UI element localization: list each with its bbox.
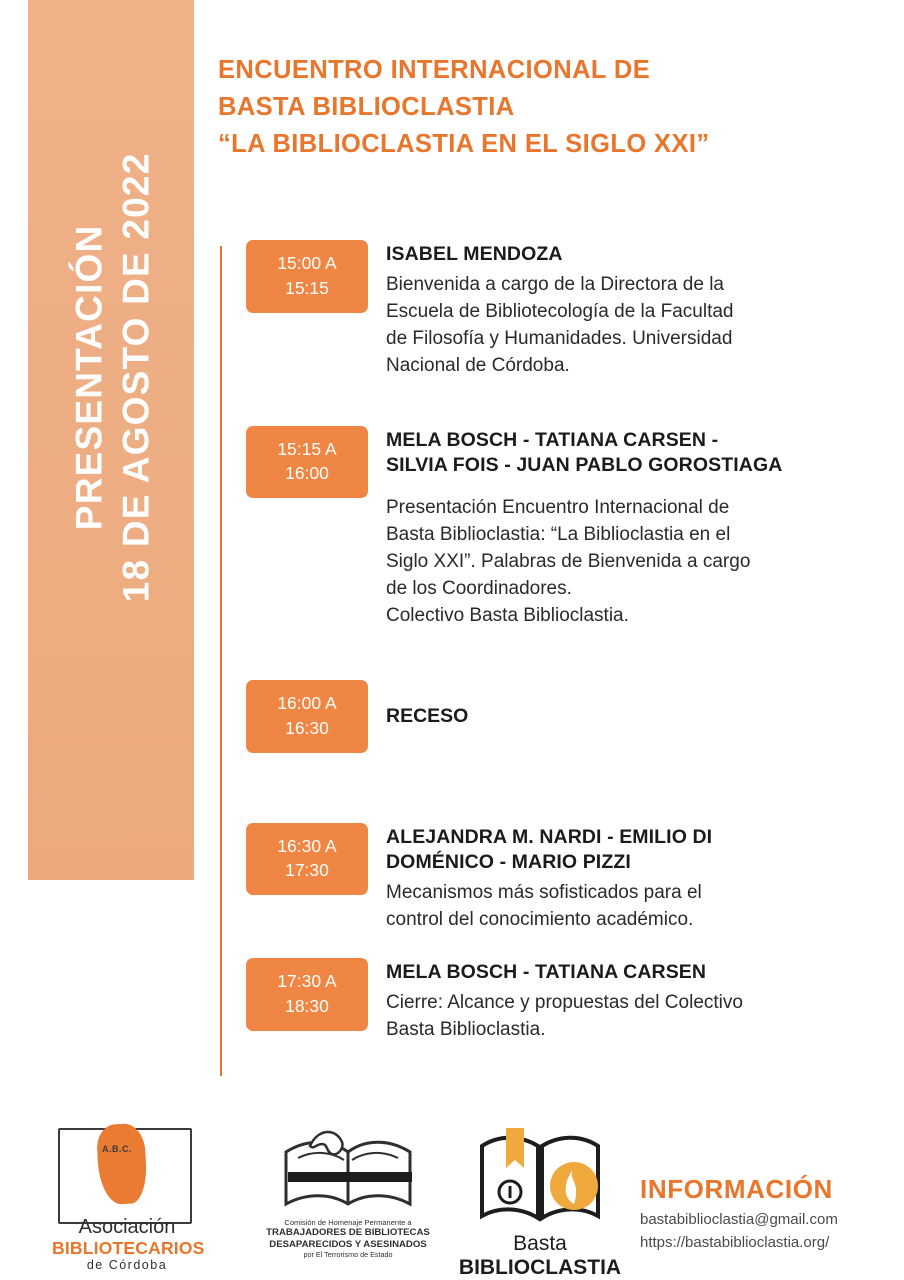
time-to: 15:15 <box>285 277 329 298</box>
session-description <box>386 272 870 380</box>
session-description <box>386 990 870 1044</box>
side-band-text <box>66 0 161 802</box>
book-flame-icon <box>440 1114 640 1234</box>
speaker-name: RECESO <box>386 704 469 727</box>
info-title: INFORMACIÓN <box>640 1174 833 1204</box>
time-to: 16:30 <box>285 717 329 738</box>
desc-line: Siglo XXI”. Palabras de Bienvenida a cargo <box>386 551 751 573</box>
page-title <box>218 52 858 163</box>
basta-word: Basta <box>513 1232 567 1255</box>
comision-caption <box>248 1218 448 1259</box>
desc-line: de los Coordinadores. <box>386 577 572 599</box>
desc-line: Basta Biblioclastia. <box>386 1018 546 1040</box>
speaker-name: MELA BOSCH - TATIANA CARSEN - <box>386 428 719 451</box>
abc-line-2: BIBLIOTECARIOS <box>52 1238 205 1258</box>
schedule-list <box>246 240 886 1044</box>
comision-homenaje-logo <box>248 1116 448 1276</box>
time-from: 16:30 A <box>277 835 337 856</box>
time-badge <box>246 958 368 1031</box>
title-line-1: ENCUENTRO INTERNACIONAL DE <box>218 56 651 84</box>
time-to: 16:00 <box>285 463 329 484</box>
schedule-row <box>246 426 886 630</box>
info-email[interactable]: bastabiblioclastia@gmail.com <box>640 1211 838 1228</box>
desc-line: Cierre: Alcance y propuestas del Colectivo <box>386 991 743 1013</box>
schedule-row <box>246 680 886 753</box>
time-from: 16:00 A <box>277 692 337 713</box>
desc-line: control del conocimiento académico. <box>386 909 694 931</box>
desc-line: de Filosofía y Humanidades. Universidad <box>386 327 733 349</box>
schedule-row <box>246 240 886 380</box>
speaker-name: ALEJANDRA M. NARDI - EMILIO DI <box>386 825 713 848</box>
side-band <box>28 0 194 880</box>
time-badge <box>246 240 368 313</box>
desc-line: Mecanismos más sofisticados para el <box>386 882 702 904</box>
comision-line-2: TRABAJADORES DE BIBLIOTECAS <box>266 1227 430 1239</box>
time-from: 15:00 A <box>277 253 337 273</box>
comision-line-1: Comisión de Homenaje Permanente a <box>284 1218 412 1227</box>
biblioclastia-word: BIBLIOCLASTIA <box>458 1256 622 1279</box>
desc-line: Presentación Encuentro Internacional de <box>386 497 730 519</box>
time-badge <box>246 823 368 896</box>
time-to: 18:30 <box>285 995 329 1016</box>
schedule-row <box>246 823 886 934</box>
time-to: 17:30 <box>285 860 329 881</box>
desc-line: Bienvenida a cargo de la Directora de la <box>386 273 724 295</box>
abc-line-1: Asociación <box>78 1216 176 1238</box>
info-block <box>640 1174 890 1251</box>
time-badge <box>246 426 368 499</box>
desc-line: Colectivo Basta Biblioclastia. <box>386 604 629 626</box>
time-badge <box>246 680 368 753</box>
asociacion-bibliotecarios-logo <box>40 1120 220 1270</box>
schedule-row-body <box>386 240 870 380</box>
desc-line: Escuela de Bibliotecología de la Facultad <box>386 300 734 322</box>
speaker-name-2: SILVIA FOIS - JUAN PABLO GOROSTIAGA <box>386 454 783 477</box>
basta-biblioclastia-wordmark <box>440 1232 640 1280</box>
schedule-row-body <box>386 958 870 1044</box>
session-description <box>386 880 870 934</box>
comision-line-3: DESAPARECIDOS Y ASESINADOS <box>269 1238 427 1250</box>
title-line-3: “LA BIBLIOCLASTIA EN EL SIGLO XXI” <box>218 129 710 158</box>
comision-line-4: por El Terrorismo de Estado <box>303 1249 393 1259</box>
session-description <box>386 495 870 630</box>
open-book-hand-icon <box>248 1116 448 1220</box>
desc-line: Nacional de Córdoba. <box>386 354 570 376</box>
abc-badge-label: A.B.C. <box>102 1144 132 1154</box>
schedule-row <box>246 958 886 1044</box>
basta-biblioclastia-logo <box>440 1114 640 1279</box>
abc-line-3: de Córdoba <box>86 1258 168 1272</box>
schedule-row-body <box>386 823 870 934</box>
timeline-rule <box>220 246 222 1076</box>
schedule-row-body <box>386 426 870 630</box>
info-url[interactable]: https://bastabiblioclastia.org/ <box>640 1234 830 1251</box>
speaker-name-2: DOMÉNICO - MARIO PIZZI <box>386 851 631 874</box>
side-band-line2: 18 DE AGOSTO DE 2022 <box>116 152 157 603</box>
time-from: 15:15 A <box>277 438 337 459</box>
footer <box>0 1108 904 1280</box>
desc-line: Basta Biblioclastia: “La Biblioclastia en el <box>386 524 731 546</box>
speaker-name: ISABEL MENDOZA <box>386 243 563 265</box>
time-from: 17:30 A <box>277 971 337 992</box>
title-line-2: BASTA BIBLIOCLASTIA <box>218 92 515 121</box>
speaker-name: MELA BOSCH - TATIANA CARSEN <box>386 961 707 984</box>
side-band-line1: PRESENTACIÓN <box>68 224 110 531</box>
